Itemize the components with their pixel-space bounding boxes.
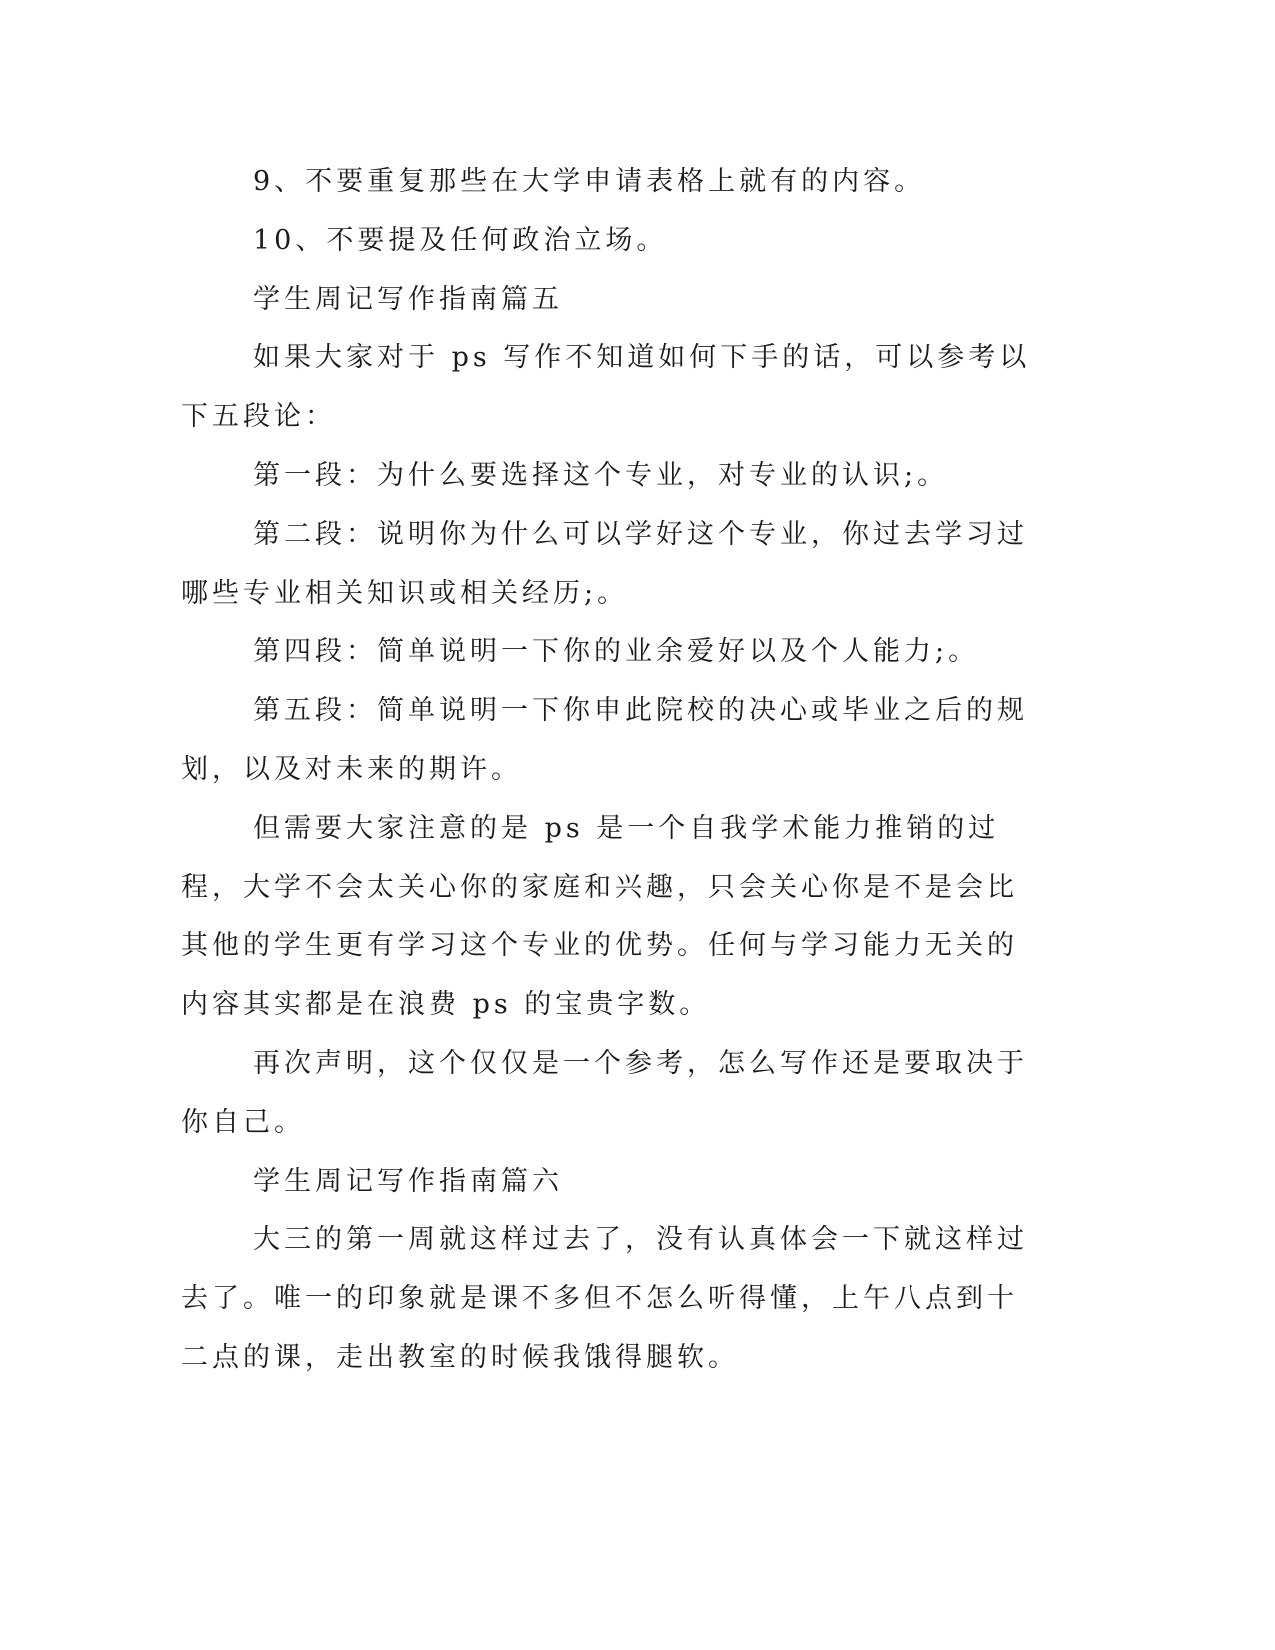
document-body: [181, 153, 1031, 1388]
section-heading-6: 学生周记写作指南篇六: [253, 1165, 563, 1197]
paragraph-intro: 如果大家对于 ps 写作不知道如何下手的话，可以参考以下五段论：: [181, 342, 1031, 433]
paragraph-week-one: 大三的第一周就这样过去了，没有认真体会一下就这样过去了。唯一的印象就是课不多但不怎么听得懂，上午八点到十二点的课，走出教室的时候我饿得腿软。: [181, 1224, 1028, 1373]
paragraph-part-4: 第四段：简单说明一下你的业余爱好以及个人能力;。: [253, 636, 980, 668]
paragraph-part-5: 第五段：简单说明一下你申此院校的决心或毕业之后的规划，以及对未来的期许。: [181, 695, 1028, 785]
paragraph-disclaimer: 再次声明，这个仅仅是一个参考，怎么写作还是要取决于你自己。: [181, 1047, 1028, 1138]
list-item-9: 9、不要重复那些在大学申请表格上就有的内容。: [253, 166, 926, 197]
section-heading-5: 学生周记写作指南篇五: [253, 283, 563, 315]
paragraph-part-2: 第二段：说明你为什么可以学好这个专业，你过去学习过哪些专业相关知识或相关经历;。: [181, 518, 1028, 609]
paragraph-note: 但需要大家注意的是 ps 是一个自我学术能力推销的过程，大学不会太关心你的家庭和兴趣，只会关心你是不是会比其他的学生更有学习这个专业的优势。任何与学习能力无关的内容其实都是在浪费 ps 的宝贵字数。: [181, 812, 1018, 1021]
list-item-10: 10、不要提及任何政治立场。: [253, 224, 668, 256]
paragraph-part-1: 第一段：为什么要选择这个专业，对专业的认识;。: [253, 459, 949, 491]
